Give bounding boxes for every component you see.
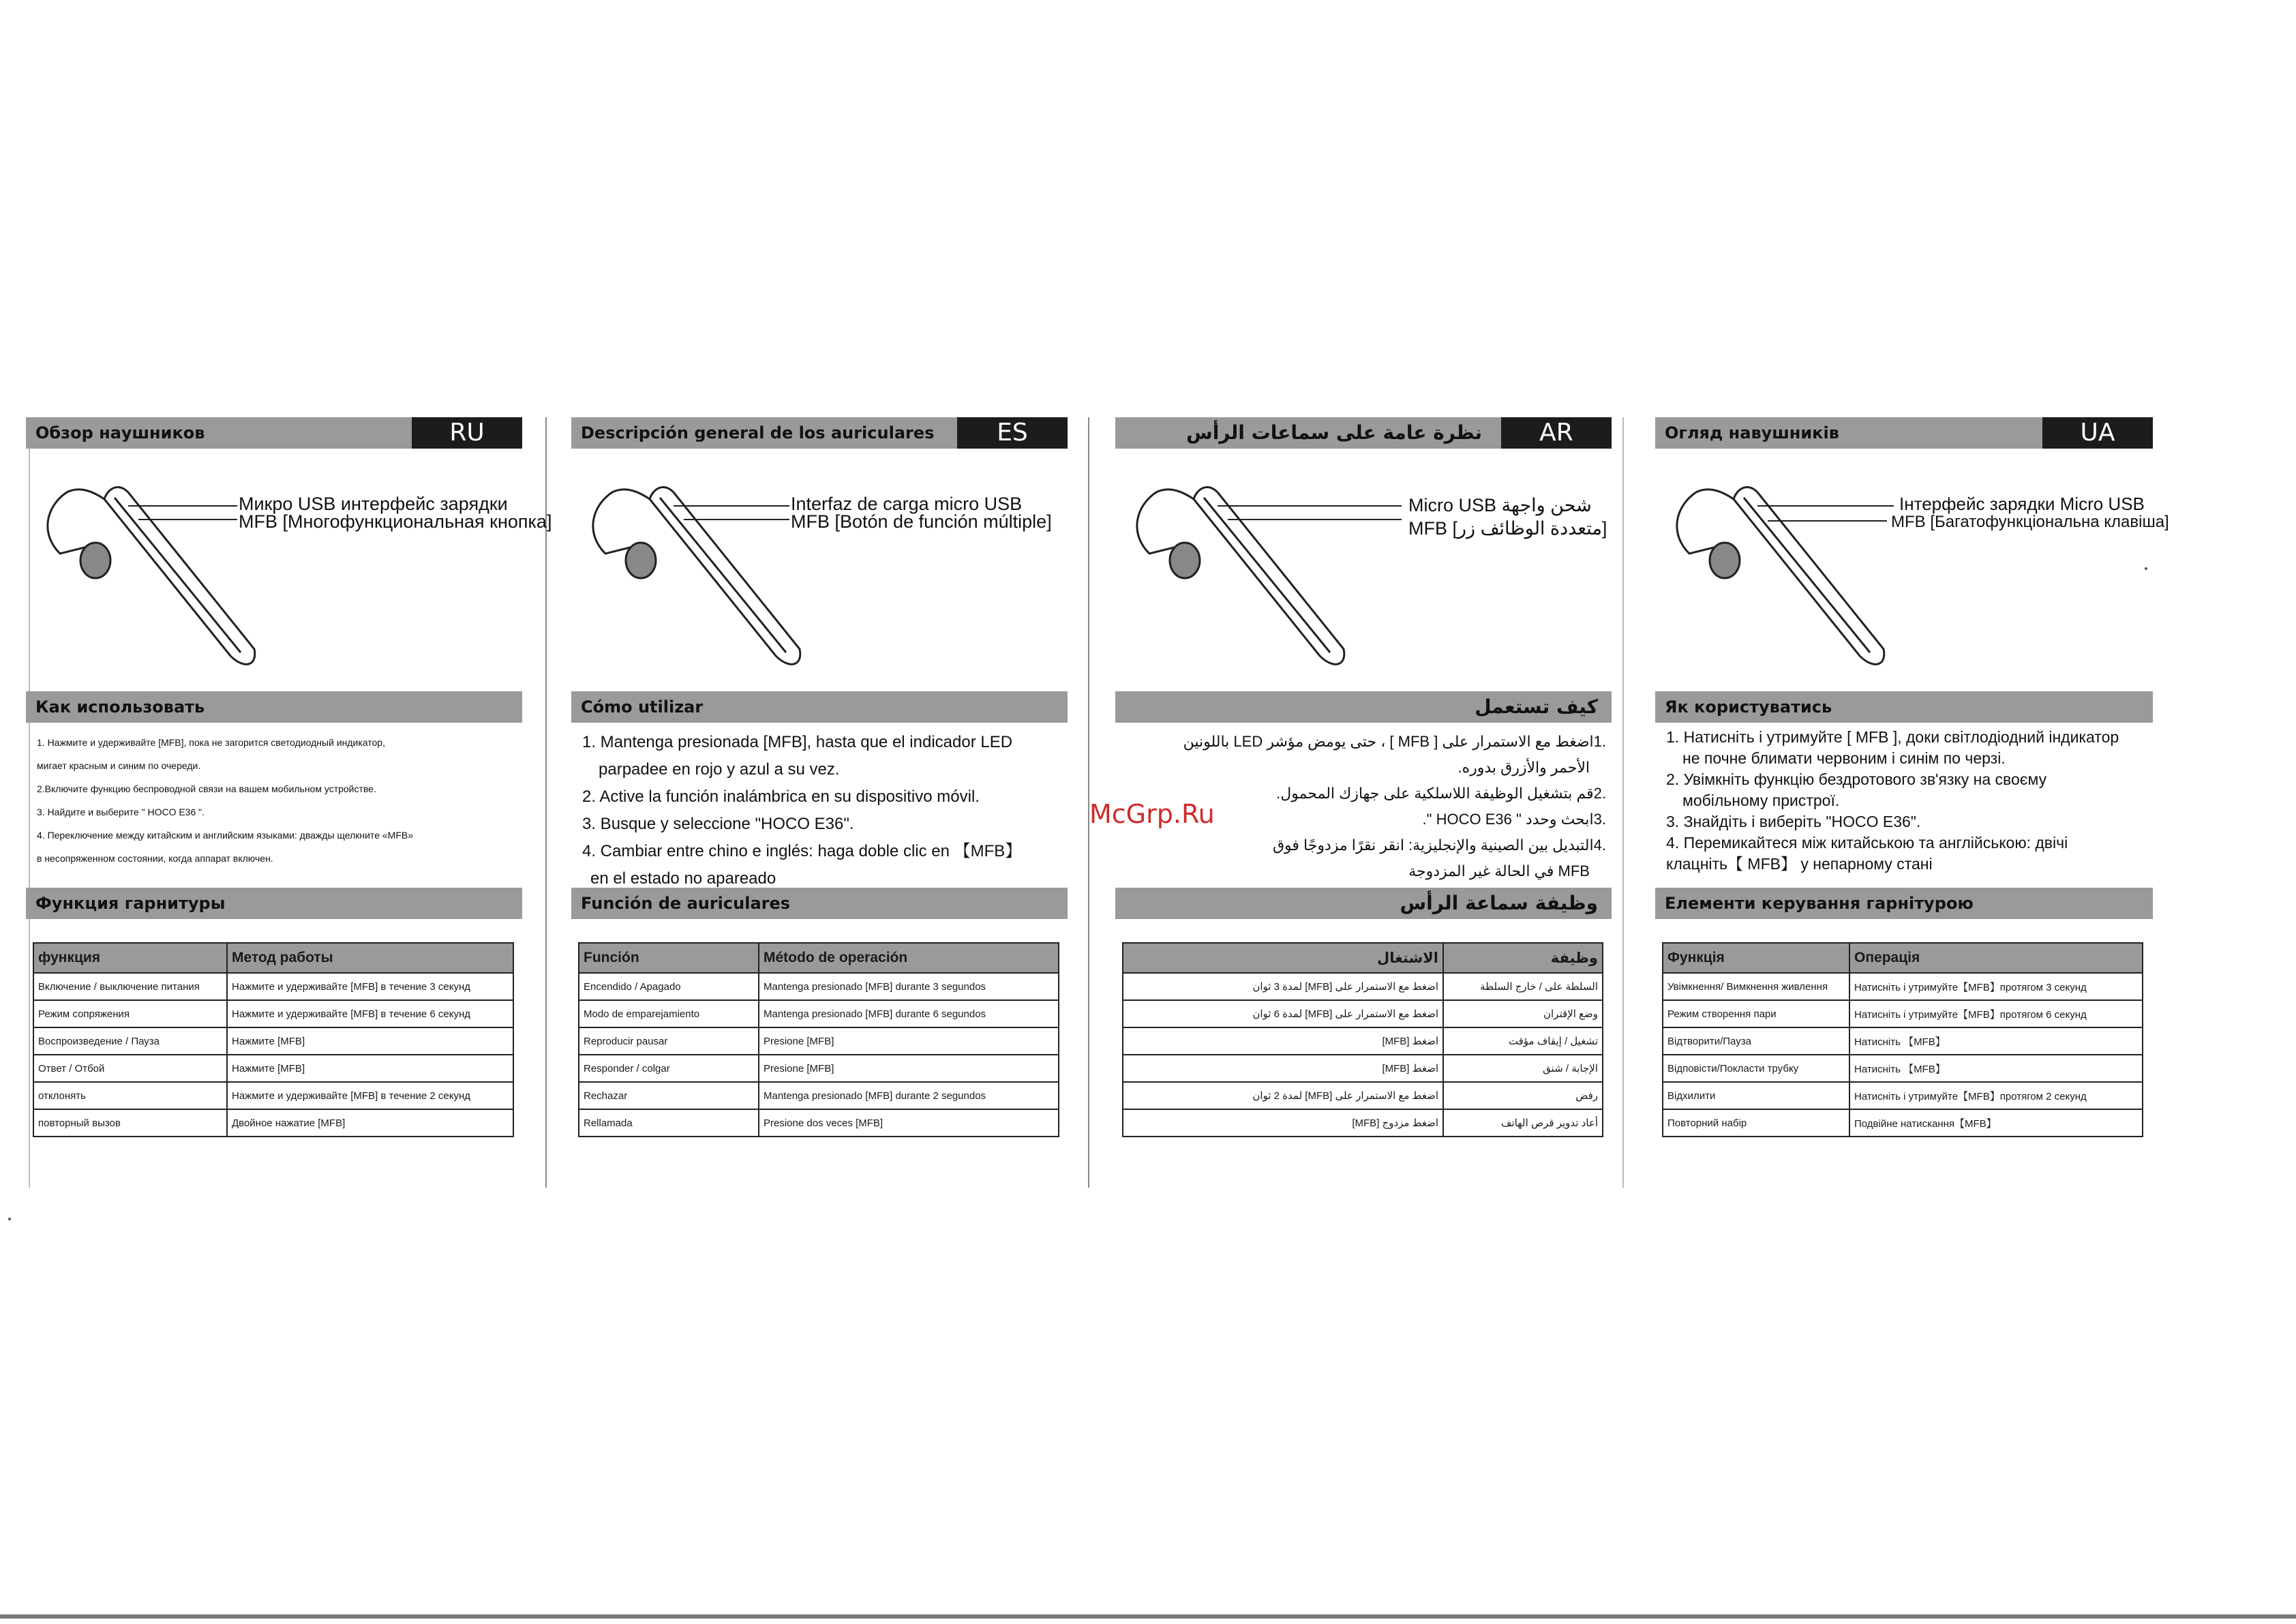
step-line: 3. Найдите и выберите " HOCO E36 ". [37, 807, 205, 817]
table-row [1123, 973, 1603, 1000]
panel-ua [1655, 417, 2169, 1133]
step-line: 1. Натисніть і утримуйте [ MFB ], доки світлодіодний індикатор [1666, 728, 2119, 746]
table-cell: تشغيل / إيقاف مؤقت [1443, 1027, 1603, 1055]
function-title: Елементи керування гарнітурою [1665, 894, 1974, 913]
table-cell: Відтворити/Пауза [1663, 1027, 1849, 1055]
table-row [1123, 1082, 1603, 1109]
step-line: 3. Busque y seleccione "HOCO E36". [582, 815, 854, 833]
step-line: 2.Включите функцию беспроводной связи на вашем мобильном устройстве. [37, 783, 376, 794]
step-line: MFB في الحالة غير المزدوجة [1408, 862, 1590, 879]
speck [8, 1218, 11, 1220]
table-cell: Нажмите и удерживайте [MFB] в течение 2 секунд [227, 1082, 513, 1109]
table-cell: Presione [MFB] [759, 1027, 1059, 1055]
step-line: .1اضغط مع الاستمرار على [ MFB ] ، حتى يومض مؤشر LED باللونين [1183, 733, 1606, 750]
table-cell: Натисніть і утримуйте【MFB】протягом 3 секунд [1849, 973, 2143, 1000]
table-row [579, 1109, 1059, 1137]
table-cell: Ответ / Отбой [33, 1055, 227, 1082]
step-line: parpadee en rojo y azul a su vez. [599, 760, 840, 779]
callout-usb: Interfaz de carga micro USB [791, 494, 1023, 514]
table-cell: Нажмите [MFB] [227, 1027, 513, 1055]
headset-diagram [1129, 479, 1606, 676]
overview-title: Огляд навушників [1665, 423, 1839, 442]
usage-header [26, 691, 522, 723]
table-cell: Режим створення пари [1663, 1000, 1849, 1027]
table-row [1663, 1082, 2143, 1109]
table-cell: Reproducir pausar [579, 1027, 759, 1055]
table-cell: رفض [1443, 1082, 1603, 1109]
overview-header [1655, 417, 2153, 449]
panel-es [571, 417, 1068, 1133]
table-cell: Режим сопряжения [33, 1000, 227, 1027]
function-header [571, 888, 1068, 919]
step-line: мигает красным и синим по очереди. [37, 760, 201, 771]
table-cell: Натисніть і утримуйте【MFB】протягом 2 секунд [1849, 1082, 2143, 1109]
function-table [33, 942, 514, 1137]
table-row [1663, 1055, 2143, 1082]
lang-badge: RU [412, 417, 522, 449]
table-cell: Presione dos veces [MFB] [759, 1109, 1059, 1137]
table-cell: Двойное нажатие [MFB] [227, 1109, 513, 1137]
usage-title: Як користуватись [1665, 697, 1832, 717]
panel-divider [1622, 417, 1624, 1188]
callout-mfb: MFB [Багатофункціональна клавіша] [1891, 513, 2169, 531]
table-cell: Mantenga presionado [MFB] durante 2 segundos [759, 1082, 1059, 1109]
table-row [1663, 1109, 2143, 1137]
table-row [1663, 1000, 2143, 1027]
overview-header [1115, 417, 1612, 449]
overview-header [26, 417, 522, 449]
table-header: Операція [1849, 943, 2143, 973]
table-cell: Нажмите [MFB] [227, 1055, 513, 1082]
usage-header [1655, 691, 2153, 723]
table-cell: Presione [MFB] [759, 1055, 1059, 1082]
table-cell: اضغط مزدوج [MFB] [1123, 1109, 1443, 1137]
headset-diagram [40, 479, 552, 676]
table-row [579, 1082, 1059, 1109]
watermark-link[interactable]: McGrp.Ru [1089, 799, 1215, 829]
table-cell: Воспроизведение / Пауза [33, 1027, 227, 1055]
panel-ru [26, 417, 552, 1133]
step-line: .3ابحث وحدد " HOCO E36 ". [1422, 811, 1606, 828]
step-line: 1. Нажмите и удерживайте [MFB], пока не загорится светодиодный индикатор, [37, 737, 385, 748]
callout-usb: Інтерфейс зарядки Micro USB [1899, 494, 2145, 514]
step-line: الأحمر والأزرق بدوره. [1457, 759, 1590, 776]
table-cell: اضغط مع الاستمرار على [MFB] لمدة 2 ثوان [1123, 1082, 1443, 1109]
table-row [1123, 1109, 1603, 1137]
overview-title: Обзор наушников [35, 423, 205, 442]
callout-mfb: MFB [متعددة الوظائف زر] [1408, 518, 1607, 539]
function-table [1122, 942, 1603, 1137]
usage-steps [37, 731, 517, 870]
table-cell: Увімкнення/ Вимкнення живлення [1663, 973, 1849, 1000]
table-header-row [1123, 943, 1603, 973]
function-header [26, 888, 522, 919]
function-title: وظيفة سماعة الرأس [1400, 892, 1598, 914]
table-cell: Натисніть і утримуйте【MFB】протягом 6 секунд [1849, 1000, 2143, 1027]
table-cell: Mantenga presionado [MFB] durante 3 segundos [759, 973, 1059, 1000]
step-line: в несопряженном состоянии, когда аппарат включен. [37, 853, 273, 864]
table-header-row [1663, 943, 2143, 973]
panel-divider [545, 417, 547, 1188]
usage-title: Cómo utilizar [581, 697, 704, 717]
table-cell: Натисніть 【MFB】 [1849, 1055, 2143, 1082]
table-cell: Rechazar [579, 1082, 759, 1109]
step-line: 3. Знайдіть і виберіть "HOCO E36". [1666, 813, 1921, 830]
lang-badge: UA [2042, 417, 2153, 449]
table-cell: Mantenga presionado [MFB] durante 6 segundos [759, 1000, 1059, 1027]
table-cell: Натисніть 【MFB】 [1849, 1027, 2143, 1055]
table-row [33, 1027, 513, 1055]
callout-usb: Микро USB интерфейс зарядки [239, 494, 508, 514]
function-header [1655, 888, 2153, 919]
table-header: Метод работы [227, 943, 513, 973]
usage-header [571, 691, 1068, 723]
table-row [1123, 1000, 1603, 1027]
usage-steps [582, 731, 1062, 894]
panel-ar [1115, 417, 1612, 1133]
headset-diagram [1669, 479, 2169, 676]
table-cell: اضغط [MFB] [1123, 1055, 1443, 1082]
step-line: 2. Увімкніть функцію бездротового зв'язку на своєму [1666, 770, 2047, 788]
table-row [579, 1055, 1059, 1082]
table-row [33, 1000, 513, 1027]
table-cell: Нажмите и удерживайте [MFB] в течение 3 секунд [227, 973, 513, 1000]
table-row [1123, 1055, 1603, 1082]
table-header: الاشتغال [1123, 943, 1443, 973]
step-line: 4. Переключение между китайским и английским языками: дважды щелкните «MFB» [37, 830, 413, 841]
usage-header [1115, 691, 1612, 723]
table-header: Función [579, 943, 759, 973]
table-row [579, 973, 1059, 1000]
overview-title: نظرة عامة على سماعات الرأس [1186, 421, 1482, 444]
callout-usb: Micro USB شحن واجهة [1408, 495, 1592, 515]
step-line: .4التبديل بين الصينية والإنجليزية: انقر نقرًا مزدوجًا فوق [1272, 837, 1606, 854]
function-title: Función de auriculares [581, 894, 791, 913]
table-cell: أعاد تدوير قرص الهاتف [1443, 1109, 1603, 1137]
table-row [33, 973, 513, 1000]
function-title: Функция гарнитуры [35, 894, 226, 913]
bottom-edge [0, 1614, 2296, 1619]
overview-title: Descripción general de los auriculares [581, 423, 935, 442]
table-row [1123, 1027, 1603, 1055]
function-table [578, 942, 1059, 1137]
step-line: 4. Cambiar entre chino e inglés: haga doble clic en 【MFB】 [582, 842, 1022, 860]
usage-title: Как использовать [35, 697, 205, 717]
callout-mfb: MFB [Botón de función múltiple] [791, 511, 1052, 532]
table-row [33, 1082, 513, 1109]
step-line: 4. Перемикайтеся між китайською та англійською: двічі [1666, 834, 2068, 852]
table-header-row [579, 943, 1059, 973]
table-row [579, 1027, 1059, 1055]
table-cell: Відхилити [1663, 1082, 1849, 1109]
table-cell: الإجابة / شنق [1443, 1055, 1603, 1082]
overview-header [571, 417, 1068, 449]
lang-badge: AR [1501, 417, 1612, 449]
table-cell: اضغط مع الاستمرار على [MFB] لمدة 3 ثوان [1123, 973, 1443, 1000]
table-cell: отклонять [33, 1082, 227, 1109]
table-cell: Повторний набір [1663, 1109, 1849, 1137]
step-line: 1. Mantenga presionada [MFB], hasta que el indicador LED [582, 733, 1013, 751]
step-line: en el estado no apareado [590, 869, 776, 888]
table-cell: Encendido / Apagado [579, 973, 759, 1000]
function-table [1662, 942, 2143, 1137]
table-cell: повторный вызов [33, 1109, 227, 1137]
table-cell: Включение / выключение питания [33, 973, 227, 1000]
table-cell: وضع الإقتران [1443, 1000, 1603, 1027]
usage-title: كيف تستعمل [1475, 695, 1598, 718]
table-header: Функція [1663, 943, 1849, 973]
callout-mfb: MFB [Многофункциональная кнопка] [239, 511, 552, 532]
step-line: клацніть【 MFB】 у непарному стані [1666, 855, 1933, 873]
lang-badge: ES [957, 417, 1068, 449]
step-line: .2قم بتشغيل الوظيفة اللاسلكية على جهازك المحمول. [1276, 785, 1606, 802]
table-cell: Responder / colgar [579, 1055, 759, 1082]
table-cell: Нажмите и удерживайте [MFB] в течение 6 секунд [227, 1000, 513, 1027]
step-line: не почне блимати червоним і синім по черзі. [1682, 749, 2006, 767]
step-line: мобільному пристрої. [1682, 792, 1840, 809]
table-header: وظيفة [1443, 943, 1603, 973]
table-cell: اضغط مع الاستمرار على [MFB] لمدة 6 ثوان [1123, 1000, 1443, 1027]
table-row [33, 1055, 513, 1082]
table-header: Método de operación [759, 943, 1059, 973]
step-line: 2. Active la función inalámbrica en su dispositivo móvil. [582, 787, 980, 806]
table-row [1663, 1027, 2143, 1055]
table-cell: Відповісти/Покласти трубку [1663, 1055, 1849, 1082]
usage-steps [1666, 727, 2147, 875]
table-header-row [33, 943, 513, 973]
table-cell: Modo de emparejamiento [579, 1000, 759, 1027]
function-header [1115, 888, 1612, 919]
table-cell: السلطة على / خارج السلطة [1443, 973, 1603, 1000]
table-cell: Rellamada [579, 1109, 759, 1137]
headset-diagram [585, 479, 1062, 676]
table-header: функция [33, 943, 227, 973]
table-row [1663, 973, 2143, 1000]
table-cell: Подвійне натискання【MFB】 [1849, 1109, 2143, 1137]
table-cell: اضغط [MFB] [1123, 1027, 1443, 1055]
table-row [33, 1109, 513, 1137]
table-row [579, 1000, 1059, 1027]
